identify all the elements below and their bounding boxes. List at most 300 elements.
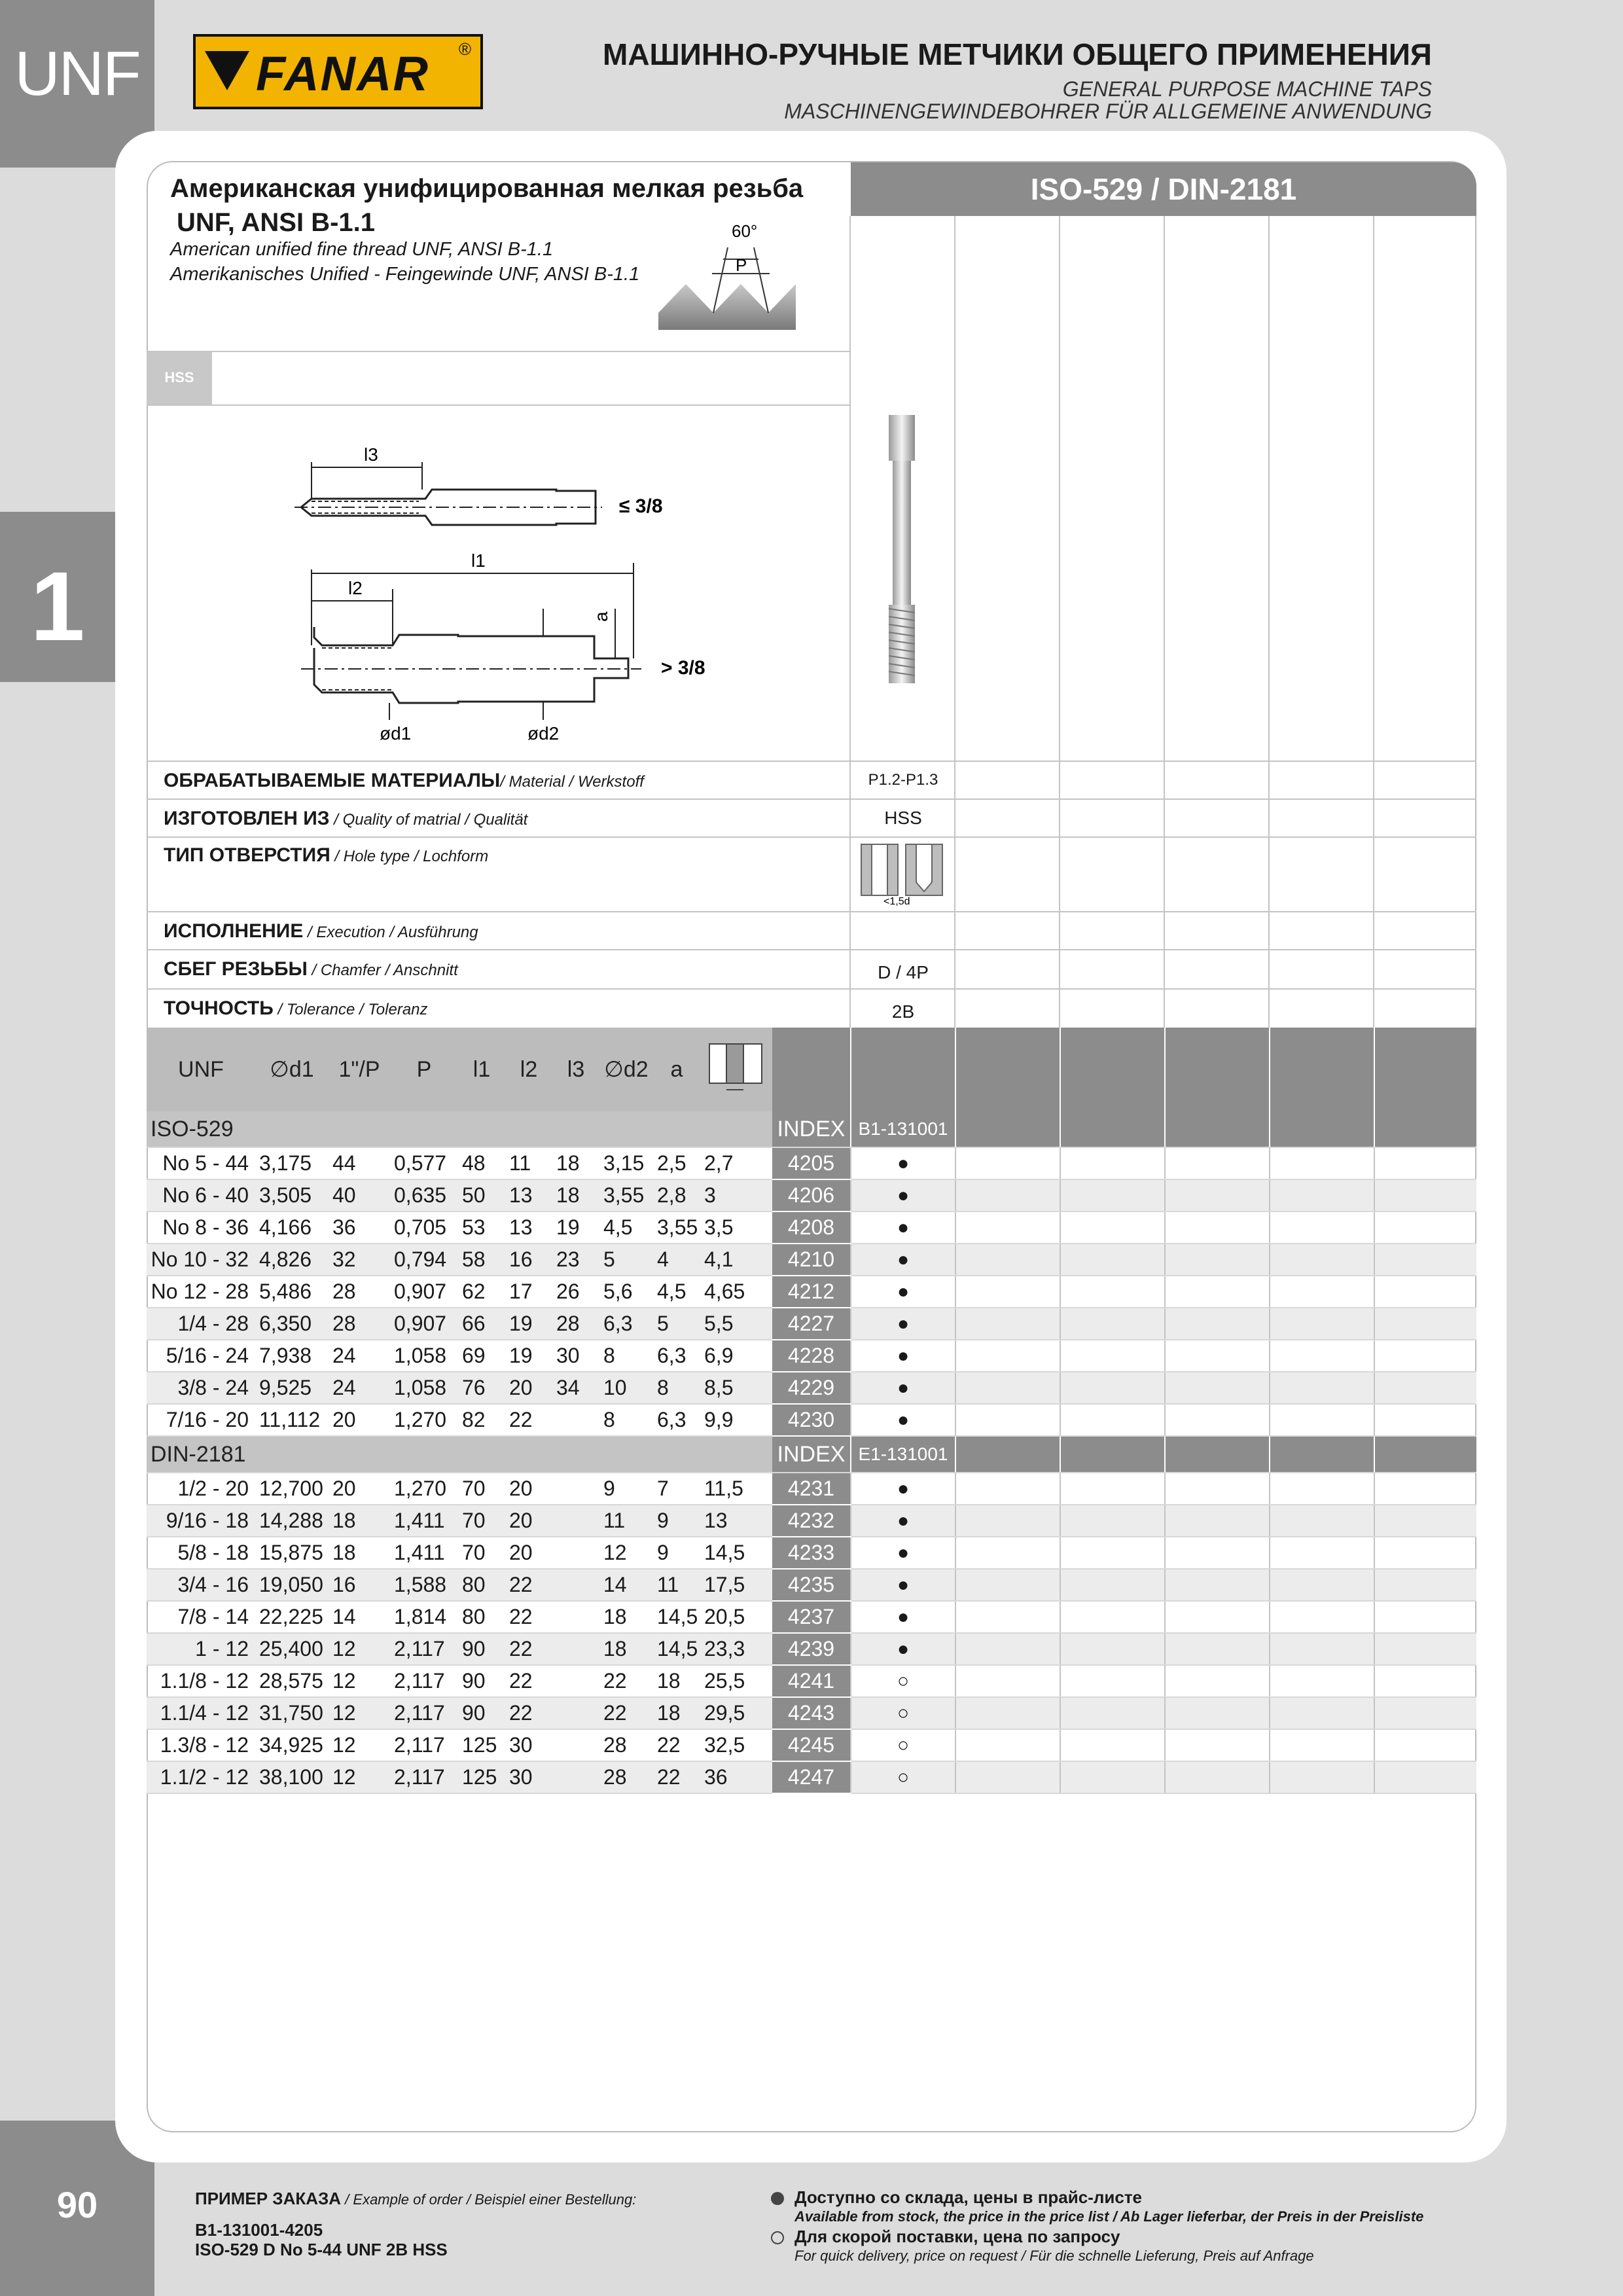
table-cell: 8,5 — [700, 1372, 772, 1404]
table-cell: 76 — [458, 1372, 505, 1404]
product-title-en: American unified fine thread UNF, ANSI B-1.1 — [170, 239, 554, 260]
empty-cell — [1060, 1404, 1165, 1436]
empty-cell — [1374, 1244, 1476, 1276]
table-cell: 36 — [329, 1211, 390, 1244]
empty-cell — [1374, 1404, 1476, 1436]
in-stock-tr: Available from stock, the price in the price list / Ab Lager lieferbar, der Preis in der Preisliste — [794, 2208, 1424, 2225]
table-cell: 1,814 — [390, 1601, 458, 1633]
table-cell: 11 — [505, 1147, 552, 1179]
chapter-number: 1 — [30, 551, 85, 661]
empty-cell — [1270, 1537, 1374, 1569]
article-code: 4205 — [772, 1147, 851, 1179]
empty-cell — [1374, 1665, 1476, 1697]
section-header-row — [147, 1436, 1476, 1473]
table-cell: 18 — [653, 1697, 700, 1729]
article-code: 4230 — [772, 1404, 851, 1436]
table-cell: 1,270 — [390, 1404, 458, 1436]
empty-cell — [1060, 1665, 1165, 1697]
table-cell: 29,5 — [700, 1697, 772, 1729]
table-cell: 1/4 - 28 — [147, 1308, 255, 1340]
table-cell: 12,700 — [255, 1473, 329, 1505]
header-filler — [1165, 1028, 1270, 1111]
article-code: 4237 — [772, 1601, 851, 1633]
table-cell: 1 - 12 — [147, 1633, 255, 1665]
col-header: UNF — [147, 1028, 255, 1111]
empty-cell — [955, 1308, 1060, 1340]
small-size-label: ≤ 3/8 — [619, 495, 663, 517]
empty-cell — [1374, 1729, 1476, 1761]
empty-cell — [1374, 1308, 1476, 1340]
table-cell: 22 — [505, 1697, 552, 1729]
table-cell: 17 — [505, 1276, 552, 1308]
index-filler — [1374, 1436, 1476, 1473]
empty-cell — [955, 1633, 1060, 1665]
divider — [147, 351, 851, 352]
logo-v-mark — [205, 51, 249, 90]
order-example-title: ПРИМЕР ЗАКАЗА / Example of order / Beispiel einer Bestellung: — [195, 2189, 637, 2208]
empty-cell — [1270, 1179, 1374, 1211]
table-row — [147, 1179, 1476, 1211]
table-cell: 4,1 — [700, 1244, 772, 1276]
table-cell: 14 — [329, 1601, 390, 1633]
empty-cell — [955, 1404, 1060, 1436]
table-cell: 5 — [653, 1308, 700, 1340]
availability-mark: ● — [851, 1404, 955, 1436]
table-cell: 9,9 — [700, 1404, 772, 1436]
index-value: B1-131001 — [851, 1111, 955, 1147]
empty-cell — [1165, 1179, 1270, 1211]
table-cell: 28 — [599, 1729, 653, 1761]
table-cell: 2,117 — [390, 1761, 458, 1793]
header-filler — [1060, 1028, 1165, 1111]
product-title-de: Amerikanisches Unified - Feingewinde UNF, ANSI B-1.1 — [170, 264, 640, 285]
table-header-row — [147, 1028, 1476, 1111]
table-cell: 0,794 — [390, 1244, 458, 1276]
table-cell: 14,5 — [700, 1537, 772, 1569]
empty-cell — [1374, 1569, 1476, 1601]
index-filler — [955, 1436, 1060, 1473]
table-cell: 23,3 — [700, 1633, 772, 1665]
table-cell: 1.1/2 - 12 — [147, 1761, 255, 1793]
table-cell: 22 — [653, 1761, 700, 1793]
on-request-tr: For quick delivery, price on request / Für die schnelle Lieferung, Preis auf Anfrage — [794, 2248, 1314, 2264]
table-cell: 24 — [329, 1372, 390, 1404]
table-row — [147, 1473, 1476, 1505]
table-cell: 1/2 - 20 — [147, 1473, 255, 1505]
availability-mark: ● — [851, 1308, 955, 1340]
table-cell: 9/16 - 18 — [147, 1505, 255, 1537]
table-row — [147, 1505, 1476, 1537]
table-cell: No 10 - 32 — [147, 1244, 255, 1276]
empty-cell — [955, 1729, 1060, 1761]
empty-cell — [1374, 1179, 1476, 1211]
thread-depth-svg — [707, 1037, 766, 1096]
table-cell: 11,112 — [255, 1404, 329, 1436]
empty-cell — [1374, 1537, 1476, 1569]
table-row — [147, 1340, 1476, 1372]
table-row — [147, 1372, 1476, 1404]
empty-cell — [1165, 1308, 1270, 1340]
on-request-icon — [771, 2231, 784, 2244]
article-code: 4212 — [772, 1276, 851, 1308]
table-cell: 3,175 — [255, 1147, 329, 1179]
table-cell: 0,635 — [390, 1179, 458, 1211]
table-cell: 1,058 — [390, 1340, 458, 1372]
spec-hole-label: ТИП ОТВЕРСТИЯ / Hole type / Lochform — [164, 844, 489, 866]
material-badge: HSS — [147, 351, 212, 404]
table-cell: 30 — [505, 1729, 552, 1761]
empty-cell — [1270, 1601, 1374, 1633]
product-title-ru-line2: UNF, ANSI B-1.1 — [177, 208, 376, 237]
empty-cell — [1270, 1244, 1374, 1276]
table-row — [147, 1537, 1476, 1569]
availability-mark: ● — [851, 1276, 955, 1308]
table-cell: 4,826 — [255, 1244, 329, 1276]
header-filler — [1374, 1028, 1476, 1111]
divider — [147, 798, 1476, 800]
table-cell: 19 — [552, 1211, 599, 1244]
table-cell: 7 — [653, 1473, 700, 1505]
table-cell: 7,938 — [255, 1340, 329, 1372]
table-cell: 0,577 — [390, 1147, 458, 1179]
table-cell: 4,166 — [255, 1211, 329, 1244]
logo-text: FANAR — [256, 46, 429, 101]
empty-cell — [1060, 1601, 1165, 1633]
header-filler — [772, 1028, 851, 1111]
empty-cell — [1165, 1633, 1270, 1665]
availability-mark: ● — [851, 1211, 955, 1244]
table-cell: 70 — [458, 1537, 505, 1569]
table-cell: 25,5 — [700, 1665, 772, 1697]
table-cell: 3,505 — [255, 1179, 329, 1211]
table-cell: 22 — [505, 1404, 552, 1436]
table-cell: 5,6 — [599, 1276, 653, 1308]
section-name: ISO-529 — [147, 1111, 772, 1147]
table-row — [147, 1665, 1476, 1697]
empty-cell — [955, 1569, 1060, 1601]
empty-cell — [1060, 1211, 1165, 1244]
empty-cell — [1270, 1372, 1374, 1404]
availability-mark: ● — [851, 1633, 955, 1665]
table-cell: 125 — [458, 1761, 505, 1793]
table-cell: 24 — [329, 1340, 390, 1372]
index-label: INDEX — [772, 1111, 851, 1147]
large-size-label: > 3/8 — [661, 657, 705, 679]
spec-material-label: ОБРАБАТЫВАЕМЫЕ МАТЕРИАЛЫ/ Material / Werkstoff — [164, 770, 644, 791]
table-cell: 25,400 — [255, 1633, 329, 1665]
empty-cell — [955, 1244, 1060, 1276]
empty-cell — [955, 1537, 1060, 1569]
empty-cell — [1060, 1761, 1165, 1793]
table-cell: 3/4 - 16 — [147, 1569, 255, 1601]
table-cell: 18 — [329, 1537, 390, 1569]
empty-cell — [1060, 1569, 1165, 1601]
article-code: 4227 — [772, 1308, 851, 1340]
availability-mark: ● — [851, 1244, 955, 1276]
empty-cell — [1374, 1211, 1476, 1244]
empty-cell — [1165, 1729, 1270, 1761]
table-cell: 1,411 — [390, 1537, 458, 1569]
table-cell — [552, 1729, 599, 1761]
table-cell: 2,7 — [700, 1147, 772, 1179]
on-request-ru: Для скорой поставки, цена по запросу — [794, 2227, 1120, 2246]
article-code: 4239 — [772, 1633, 851, 1665]
table-cell: 3,55 — [599, 1179, 653, 1211]
table-cell: 14,288 — [255, 1505, 329, 1537]
table-cell: 6,3 — [653, 1340, 700, 1372]
empty-cell — [1060, 1633, 1165, 1665]
table-cell: 3 — [700, 1179, 772, 1211]
table-cell: 4,5 — [653, 1276, 700, 1308]
table-cell: 6,9 — [700, 1340, 772, 1372]
table-cell: 3,5 — [700, 1211, 772, 1244]
table-cell: 28 — [329, 1308, 390, 1340]
empty-cell — [955, 1276, 1060, 1308]
table-cell: 8 — [599, 1340, 653, 1372]
index-filler — [955, 1111, 1060, 1147]
section-code: UNF — [14, 39, 140, 109]
table-cell: 7/8 - 14 — [147, 1601, 255, 1633]
table-cell: 22 — [505, 1633, 552, 1665]
empty-cell — [1374, 1505, 1476, 1537]
table-cell: 31,750 — [255, 1697, 329, 1729]
empty-cell — [1060, 1340, 1165, 1372]
empty-cell — [1165, 1211, 1270, 1244]
table-cell: 13 — [505, 1211, 552, 1244]
table-cell: 70 — [458, 1473, 505, 1505]
empty-cell — [1270, 1147, 1374, 1179]
empty-cell — [1270, 1340, 1374, 1372]
table-cell: 1,411 — [390, 1505, 458, 1537]
order-example-spec: ISO-529 D No 5-44 UNF 2B HSS — [195, 2240, 448, 2259]
dim-d2-label: ød2 — [527, 723, 560, 744]
table-cell: 13 — [505, 1179, 552, 1211]
header-filler — [851, 1028, 955, 1111]
dim-l3-label: l3 — [364, 444, 378, 465]
table-cell: 9,525 — [255, 1372, 329, 1404]
table-cell — [552, 1404, 599, 1436]
article-code: 4231 — [772, 1473, 851, 1505]
table-cell: 14,5 — [653, 1633, 700, 1665]
table-cell: 18 — [329, 1505, 390, 1537]
section-name: DIN-2181 — [147, 1436, 772, 1473]
empty-cell — [1165, 1340, 1270, 1372]
table-cell: No 5 - 44 — [147, 1147, 255, 1179]
column-divider — [1373, 216, 1374, 1028]
availability-mark: ○ — [851, 1729, 955, 1761]
table-cell: 3/8 - 24 — [147, 1372, 255, 1404]
availability-mark: ● — [851, 1147, 955, 1179]
table-cell: 5,5 — [700, 1308, 772, 1340]
divider — [147, 949, 1476, 950]
table-row — [147, 1761, 1476, 1793]
empty-cell — [1374, 1147, 1476, 1179]
table-row — [147, 1147, 1476, 1179]
dim-l2-label: l2 — [348, 578, 363, 598]
table-cell — [552, 1569, 599, 1601]
empty-cell — [955, 1505, 1060, 1537]
article-code: 4232 — [772, 1505, 851, 1537]
availability-mark: ● — [851, 1537, 955, 1569]
tap-technical-drawing — [288, 444, 746, 744]
table-cell: 12 — [599, 1537, 653, 1569]
table-cell: 40 — [329, 1179, 390, 1211]
table-cell: 9 — [653, 1505, 700, 1537]
table-cell: 20 — [505, 1537, 552, 1569]
article-code: 4235 — [772, 1569, 851, 1601]
table-cell: 11,5 — [700, 1473, 772, 1505]
table-cell: 19 — [505, 1308, 552, 1340]
table-cell: 53 — [458, 1211, 505, 1244]
table-cell: 2,117 — [390, 1729, 458, 1761]
availability-mark: ● — [851, 1179, 955, 1211]
table-cell: 18 — [552, 1147, 599, 1179]
empty-cell — [955, 1179, 1060, 1211]
thread-depth-icon — [700, 1028, 772, 1111]
table-cell: 62 — [458, 1276, 505, 1308]
table-cell: 2,8 — [653, 1179, 700, 1211]
table-cell: 20 — [329, 1404, 390, 1436]
header-title-en: GENERAL PURPOSE MACHINE TAPS — [1062, 77, 1432, 101]
empty-cell — [1060, 1372, 1165, 1404]
col-header: 1"/P — [329, 1028, 390, 1111]
empty-cell — [1270, 1633, 1374, 1665]
empty-cell — [1270, 1505, 1374, 1537]
table-cell: 69 — [458, 1340, 505, 1372]
index-filler — [1270, 1436, 1374, 1473]
page-number: 90 — [56, 2184, 98, 2225]
empty-cell — [1165, 1537, 1270, 1569]
table-cell: 34,925 — [255, 1729, 329, 1761]
col-header: ∅d1 — [255, 1028, 329, 1111]
table-cell: 44 — [329, 1147, 390, 1179]
table-cell: 4 — [653, 1244, 700, 1276]
hole-note: <1,5d — [883, 896, 910, 907]
table-cell: 16 — [505, 1244, 552, 1276]
table-cell: 22 — [599, 1665, 653, 1697]
table-row — [147, 1276, 1476, 1308]
empty-cell — [1270, 1665, 1374, 1697]
article-code: 4229 — [772, 1372, 851, 1404]
header-filler — [1270, 1028, 1374, 1111]
table-cell: 5 — [599, 1244, 653, 1276]
table-cell: 1,270 — [390, 1473, 458, 1505]
table-cell: 0,907 — [390, 1276, 458, 1308]
index-value: E1-131001 — [851, 1436, 955, 1473]
standard-header: ISO-529 / DIN-2181 — [851, 162, 1476, 216]
availability-mark: ○ — [851, 1665, 955, 1697]
col-header: l2 — [505, 1028, 552, 1111]
table-cell: 58 — [458, 1244, 505, 1276]
empty-cell — [955, 1211, 1060, 1244]
table-cell: 6,3 — [653, 1404, 700, 1436]
table-cell: 6,3 — [599, 1308, 653, 1340]
table-cell: 0,705 — [390, 1211, 458, 1244]
article-code: 4206 — [772, 1179, 851, 1211]
hole-type-icon — [860, 843, 946, 906]
article-code: 4241 — [772, 1665, 851, 1697]
table-row — [147, 1404, 1476, 1436]
table-cell: 11 — [599, 1505, 653, 1537]
availability-mark: ● — [851, 1601, 955, 1633]
header-title-de: MASCHINENGEWINDEBOHRER FÜR ALLGEMEINE ANWENDUNG — [784, 99, 1432, 123]
empty-cell — [1060, 1537, 1165, 1569]
table-cell: 1,058 — [390, 1372, 458, 1404]
empty-cell — [1060, 1244, 1165, 1276]
thread-profile-icon — [654, 221, 798, 334]
empty-cell — [1374, 1761, 1476, 1793]
spec-chamfer-value: D / 4P — [878, 962, 929, 982]
table-cell: 28 — [599, 1761, 653, 1793]
dim-a-label: a — [591, 611, 611, 622]
article-code: 4243 — [772, 1697, 851, 1729]
table-cell: 22 — [653, 1729, 700, 1761]
table-row — [147, 1211, 1476, 1244]
in-stock-icon — [771, 2192, 784, 2205]
col-header: P — [390, 1028, 458, 1111]
table-cell: 12 — [329, 1729, 390, 1761]
empty-cell — [1270, 1729, 1374, 1761]
table-cell: 38,100 — [255, 1761, 329, 1793]
empty-cell — [1165, 1147, 1270, 1179]
table-cell: 19 — [505, 1340, 552, 1372]
table-cell: 90 — [458, 1633, 505, 1665]
table-cell: 28 — [329, 1276, 390, 1308]
registered-mark: ® — [458, 39, 471, 59]
table-cell — [552, 1505, 599, 1537]
table-row — [147, 1308, 1476, 1340]
empty-cell — [1165, 1665, 1270, 1697]
empty-cell — [1165, 1697, 1270, 1729]
table-cell — [552, 1697, 599, 1729]
column-divider — [849, 216, 851, 1028]
col-header: l3 — [552, 1028, 599, 1111]
table-cell: 22,225 — [255, 1601, 329, 1633]
table-cell: 18 — [552, 1179, 599, 1211]
empty-cell — [1165, 1569, 1270, 1601]
table-cell: 7/16 - 20 — [147, 1404, 255, 1436]
table-cell: 5,486 — [255, 1276, 329, 1308]
table-cell — [552, 1473, 599, 1505]
spec-quality-value: HSS — [884, 808, 922, 828]
availability-mark: ● — [851, 1372, 955, 1404]
table-cell: 28,575 — [255, 1665, 329, 1697]
spec-execution-label: ИСПОЛНЕНИЕ / Execution / Ausführung — [164, 920, 478, 942]
spec-tolerance-value: 2B — [891, 1001, 915, 1022]
article-code: 4210 — [772, 1244, 851, 1276]
table-cell: 20 — [329, 1473, 390, 1505]
table-cell: 2,117 — [390, 1697, 458, 1729]
spec-tolerance-label: ТОЧНОСТЬ / Tolerance / Toleranz — [164, 997, 428, 1019]
index-filler — [1270, 1111, 1374, 1147]
header-filler — [955, 1028, 1060, 1111]
spec-chamfer-label: СБЕГ РЕЗЬБЫ / Chamfer / Anschnitt — [164, 958, 458, 980]
product-title-ru-line1: Американская унифицированная мелкая резьба — [170, 174, 804, 203]
empty-cell — [1270, 1211, 1374, 1244]
table-cell: 6,350 — [255, 1308, 329, 1340]
table-cell — [552, 1601, 599, 1633]
table-cell: 20 — [505, 1372, 552, 1404]
table-row — [147, 1244, 1476, 1276]
table-cell: No 6 - 40 — [147, 1179, 255, 1211]
empty-cell — [1374, 1633, 1476, 1665]
table-cell: 30 — [505, 1761, 552, 1793]
table-cell: 1.3/8 - 12 — [147, 1729, 255, 1761]
empty-cell — [1165, 1601, 1270, 1633]
table-cell: 8 — [653, 1372, 700, 1404]
header-title-ru: МАШИННО-РУЧНЫЕ МЕТЧИКИ ОБЩЕГО ПРИМЕНЕНИЯ — [603, 37, 1432, 71]
empty-cell — [1165, 1404, 1270, 1436]
